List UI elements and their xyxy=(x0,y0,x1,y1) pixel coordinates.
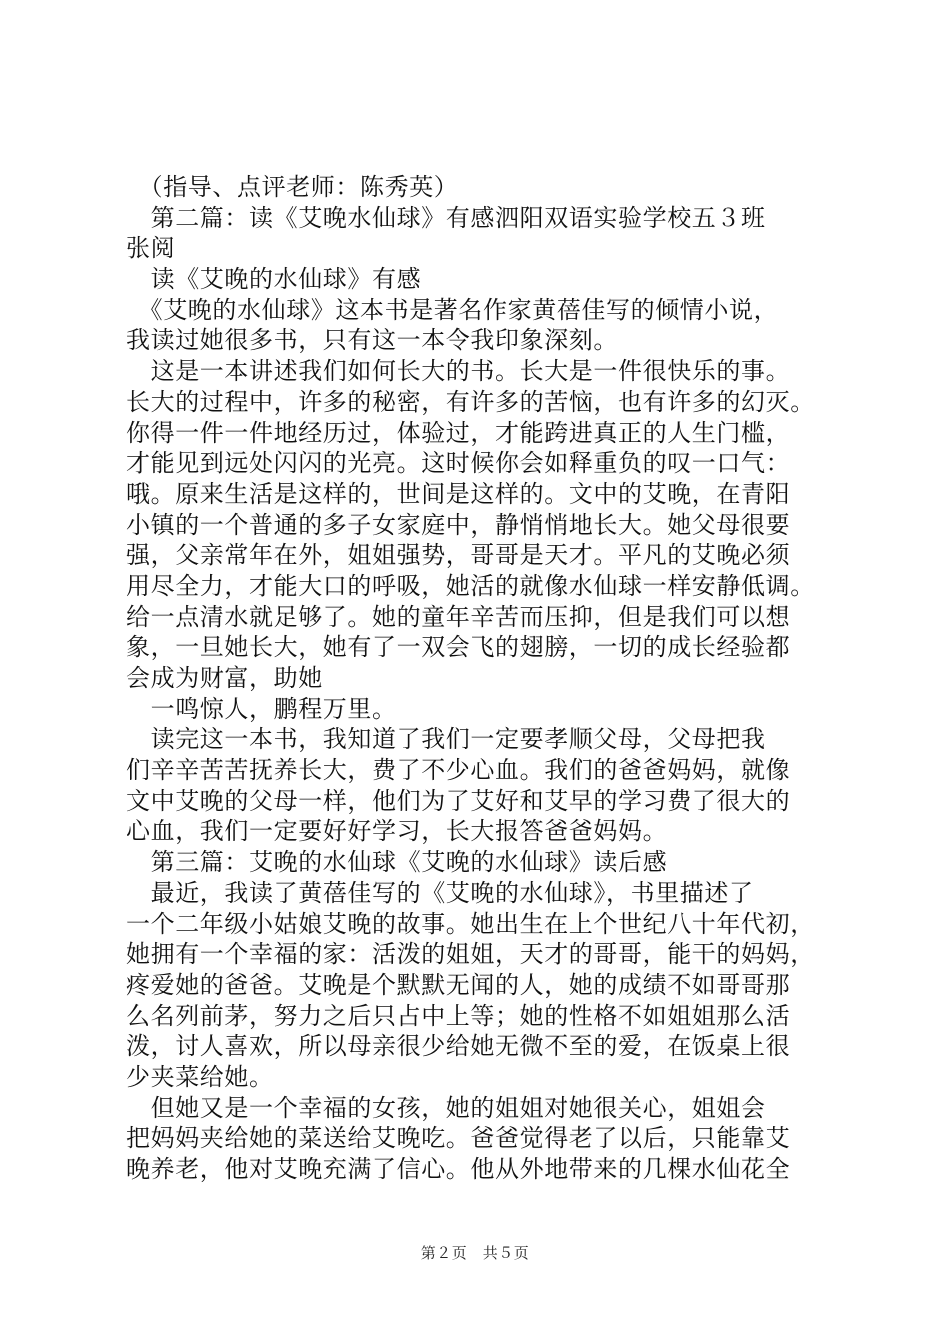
text-line: 《艾晚的水仙球》这本书是著名作家黄蓓佳写的倾情小说， xyxy=(126,295,779,324)
text-line: 我读过她很多书，只有这一本令我印象深刻。 xyxy=(126,326,618,355)
text-line: 晚养老，他对艾晚充满了信心。他从外地带来的几棵水仙花全 xyxy=(126,1155,791,1183)
text-line: 么名列前茅，努力之后只占中上等；她的性格不如姐姐那么活 xyxy=(126,1001,791,1030)
text-line: 张阅 xyxy=(126,234,176,263)
text-line: 用尽全力，才能大口的呼吸，她活的就像水仙球一样安静低调。 xyxy=(126,571,815,600)
text-line: （指导、点评老师：陈秀英） xyxy=(126,173,459,201)
text-line: 一个二年级小姑娘艾晚的故事。她出生在上个世纪八十年代初， xyxy=(126,909,815,938)
page-number-label: 第２页 共５页 xyxy=(420,1244,530,1262)
text-line: 疼爱她的爸爸。艾晚是个默默无闻的人，她的成绩不如哥哥那 xyxy=(126,970,791,999)
text-line: 第二篇：读《艾晚水仙球》有感泗阳双语实验学校五３班 xyxy=(126,203,766,232)
text-line: 给一点清水就足够了。她的童年辛苦而压抑，但是我们可以想 xyxy=(126,602,791,631)
text-line: 长大的过程中，许多的秘密，有许多的苦恼，也有许多的幻灭。 xyxy=(126,387,815,416)
text-line: 强，父亲常年在外，姐姐强势，哥哥是天才。平凡的艾晚必须 xyxy=(126,541,791,570)
text-line: 读完这一本书，我知道了我们一定要孝顺父母，父母把我 xyxy=(126,725,766,754)
text-line: 文中艾晚的父母一样，他们为了艾好和艾早的学习费了很大的 xyxy=(126,786,791,815)
text-line: 她拥有一个幸福的家：活泼的姐姐，天才的哥哥，能干的妈妈， xyxy=(126,940,815,969)
text-line: 一鸣惊人，鹏程万里。 xyxy=(126,694,397,723)
text-line: 少夹菜给她。 xyxy=(126,1062,274,1091)
text-line: 们辛辛苦苦抚养长大，费了不少心血。我们的爸爸妈妈，就像 xyxy=(126,756,791,785)
text-line: 第三篇：艾晚的水仙球《艾晚的水仙球》读后感 xyxy=(126,848,668,877)
text-line: 读《艾晚的水仙球》有感 xyxy=(126,265,422,294)
text-line: 小镇的一个普通的多子女家庭中，静悄悄地长大。她父母很要 xyxy=(126,510,791,539)
text-line: 心血，我们一定要好好学习，长大报答爸爸妈妈。 xyxy=(126,817,668,846)
page-footer xyxy=(0,1242,950,1263)
text-line: 才能见到远处闪闪的光亮。这时候你会如释重负的叹一口气： xyxy=(126,449,791,478)
text-line: 这是一本讲述我们如何长大的书。长大是一件很快乐的事。 xyxy=(126,357,791,386)
text-line: 泼，讨人喜欢，所以母亲很少给她无微不至的爱，在饭桌上很 xyxy=(126,1032,791,1061)
text-line: 但她又是一个幸福的女孩，她的姐姐对她很关心，姐姐会 xyxy=(126,1093,766,1122)
text-line: 象，一旦她长大，她有了一双会飞的翅膀，一切的成长经验都 xyxy=(126,633,791,662)
text-line: 哦。原来生活是这样的，世间是这样的。文中的艾晚，在青阳 xyxy=(126,479,791,508)
text-line: 最近，我读了黄蓓佳写的《艾晚的水仙球》，书里描述了 xyxy=(126,878,754,907)
text-line: 会成为财富，助她 xyxy=(126,664,323,692)
text-line: 把妈妈夹给她的菜送给艾晚吃。爸爸觉得老了以后，只能靠艾 xyxy=(126,1124,791,1153)
document-body xyxy=(126,172,838,1185)
text-line: 你得一件一件地经历过，体验过，才能跨进真正的人生门槛， xyxy=(126,418,791,447)
